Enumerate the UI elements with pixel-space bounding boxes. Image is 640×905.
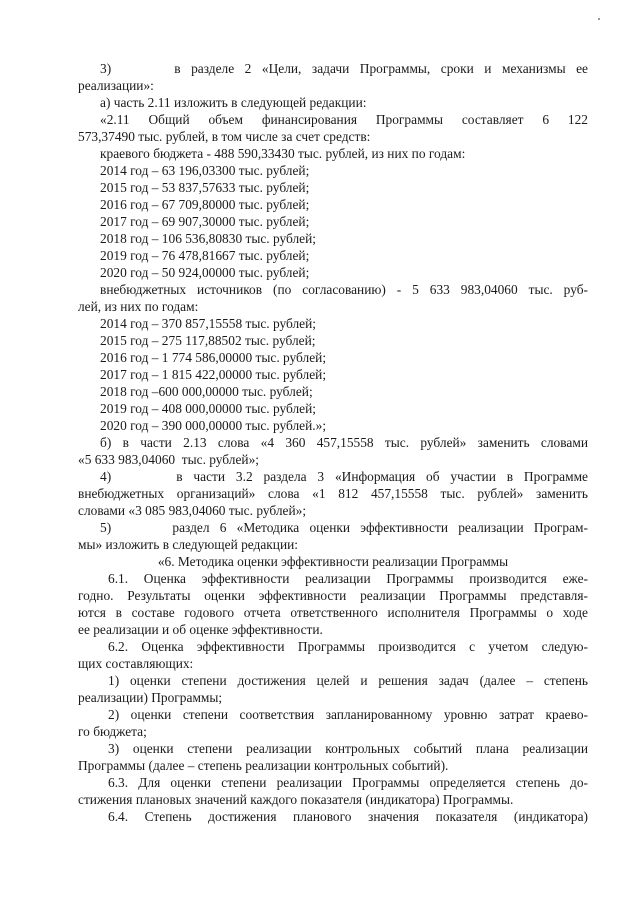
text-line: 2015 год – 275 117,88502 тыс. рублей; [100, 333, 316, 348]
text-line: 2016 год – 67 709,80000 тыс. рублей; [100, 197, 310, 212]
text-line: 2014 год – 370 857,15558 тыс. рублей; [100, 316, 317, 331]
text-line: лей, из них по годам: [78, 299, 199, 314]
text-line: 6.1. Оценка эффективности реализации Программы производится еже- [108, 571, 588, 586]
text-line: «5 633 983,04060 тыс. рублей»; [78, 452, 259, 467]
text-line: 2017 год – 69 907,30000 тыс. рублей; [100, 214, 310, 229]
text-line: 2019 год – 76 478,81667 тыс. рублей; [100, 248, 310, 263]
text-line: 2019 год – 408 000,00000 тыс. рублей; [100, 401, 317, 416]
text-line: 5) раздел 6 «Методика оценки эффективности реализации Програм- [100, 520, 588, 535]
text-line: 6.2. Оценка эффективности Программы производится с учетом следую- [108, 639, 588, 654]
scan-speck [598, 18, 600, 20]
text-line: 2017 год – 1 815 422,00000 тыс. рублей; [100, 367, 327, 382]
text-line: 573,37490 тыс. рублей, в том числе за счет средств: [78, 129, 371, 144]
text-line: Программы (далее – степень реализации контрольных событий). [78, 758, 449, 773]
text-line: щих составляющих: [78, 656, 194, 671]
text-line: словами «3 085 983,04060 тыс. рублей»; [78, 503, 307, 518]
text-line: 2014 год – 63 196,03300 тыс. рублей; [100, 163, 310, 178]
text-line: 2018 год – 106 536,80830 тыс. рублей; [100, 231, 317, 246]
text-line: 2020 год – 50 924,00000 тыс. рублей; [100, 265, 310, 280]
text-line: б) в части 2.13 слова «4 360 457,15558 тыс. рублей» заменить словами [100, 435, 588, 450]
text-line: мы» изложить в следующей редакции: [78, 537, 299, 552]
text-line: краевого бюджета - 488 590,33430 тыс. рублей, из них по годам: [100, 146, 466, 161]
text-line: 3) в разделе 2 «Цели, задачи Программы, сроки и механизмы ее [100, 61, 588, 76]
text-line: реализации»: [78, 78, 154, 93]
section-heading: «6. Методика оценки эффективности реализации Программы [157, 554, 509, 569]
text-line: годно. Результаты оценки эффективности реализации Программы представля- [78, 588, 588, 603]
text-line: 2020 год – 390 000,00000 тыс. рублей.»; [100, 418, 327, 433]
text-line: 4) в части 3.2 раздела 3 «Информация об участии в Программе [100, 469, 588, 484]
text-line: ее реализации и об оценке эффективности. [78, 622, 323, 637]
text-line: 2018 год –600 000,00000 тыс. рублей; [100, 384, 313, 399]
text-line: 2016 год – 1 774 586,00000 тыс. рублей; [100, 350, 327, 365]
text-line: «2.11 Общий объем финансирования Программы составляет 6 122 [100, 112, 588, 127]
text-line: внебюджетных источников (по согласованию) - 5 633 983,04060 тыс. руб- [100, 282, 588, 297]
text-line: 6.4. Степень достижения планового значения показателя (индикатора) [108, 809, 588, 824]
text-line: 2015 год – 53 837,57633 тыс. рублей; [100, 180, 310, 195]
text-line: 2) оценки степени соответствия запланированному уровню затрат краево- [108, 707, 588, 722]
text-line: стижения плановых значений каждого показателя (индикатора) Программы. [78, 792, 514, 807]
text-line: ются в составе годового отчета ответственного исполнителя Программы о ходе [78, 605, 588, 620]
text-line: а) часть 2.11 изложить в следующей редакции: [100, 95, 367, 110]
text-line: го бюджета; [78, 724, 147, 739]
text-line: внебюджетных организаций» слова «1 812 457,15558 тыс. рублей» заменить [78, 486, 588, 501]
document-body [78, 60, 588, 825]
text-line: реализации) Программы; [78, 690, 223, 705]
text-line: 6.3. Для оценки степени реализации Программы определяется степень до- [108, 775, 588, 790]
text-line: 3) оценки степени реализации контрольных событий плана реализации [108, 741, 588, 756]
text-line: 1) оценки степени достижения целей и решения задач (далее – степень [108, 673, 588, 688]
